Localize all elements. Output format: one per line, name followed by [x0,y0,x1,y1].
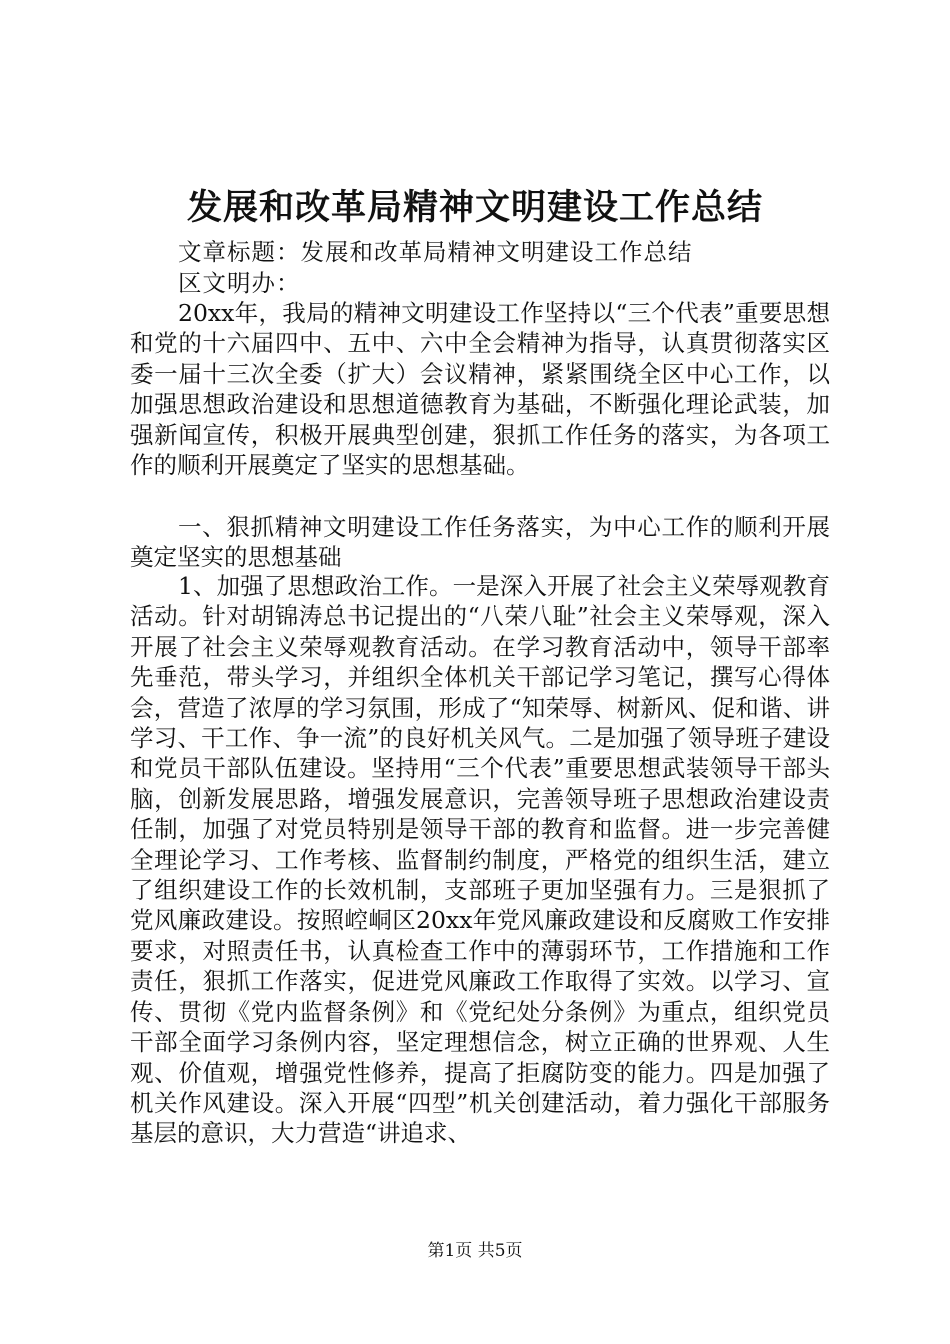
article-title-line: 文章标题：发展和改革局精神文明建设工作总结 [178,238,693,266]
author-line: 区文明办： [178,269,301,297]
document-title: 发展和改革局精神文明建设工作总结 [186,187,763,228]
page-footer: 第1页 共5页 [427,1241,523,1261]
section-heading: 一、狠抓精神文明建设工作任务落实，为中心工作的顺利开展奠定坚实的思想基础 [130,513,830,572]
paragraph-intro: 20xx年，我局的精神文明建设工作坚持以“三个代表”重要思想和党的十六届四中、五中、六中全会精神为指导，认真贯彻落实区委一届十三次全委（扩大）会议精神，紧紧围绕全区中心工作，以加强思想政治建设和思想道德教育为基础，不断强化理论武装，加强新闻宣传，积极开展典型创建，狠抓工作任务的落实，为各项工作的顺利开展奠定了坚实的思想基础。 [130,299,830,480]
paragraph-body: 1、加强了思想政治工作。一是深入开展了社会主义荣辱观教育活动。针对胡锦涛总书记提出的“八荣八耻”社会主义荣辱观，深入开展了社会主义荣辱观教育活动。在学习教育活动中，领导干部率先垂范，带头学习，并组织全体机关干部记学习笔记，撰写心得体会，营造了浓厚的学习氛围，形成了“知荣辱、树新风、促和谐、讲学习、干工作、争一流”的良好机关风气。二是加强了领导班子建设和党员干部队伍建设。坚持用“三个代表”重要思想武装领导干部头脑，创新发展思路，增强发展意识，完善领导班子思想政治建设责任制，加强了对党员特别是领导干部的教育和监督。进一步完善健全理论学习、工作考核、监督制约制度，严格党的组织生活，建立了组织建设工作的长效机制，支部班子更加坚强有力。三是狠抓了党风廉政建设。按照崆峒区20xx年党风廉政建设和反腐败工作安排要求，对照责任书，认真检查工作中的薄弱环节，工作措施和工作责任，狠抓工作落实，促进党风廉政工作取得了实效。以学习、宣传、贯彻《党内监督条例》和《党纪处分条例》为重点，组织党员干部全面学习条例内容，坚定理想信念，树立正确的世界观、人生观、价值观，增强党性修养，提高了拒腐防变的能力。四是加强了机关作风建设。深入开展“四型”机关创建活动，着力强化干部服务基层的意识，大力营造“讲追求、 [130,572,830,1148]
